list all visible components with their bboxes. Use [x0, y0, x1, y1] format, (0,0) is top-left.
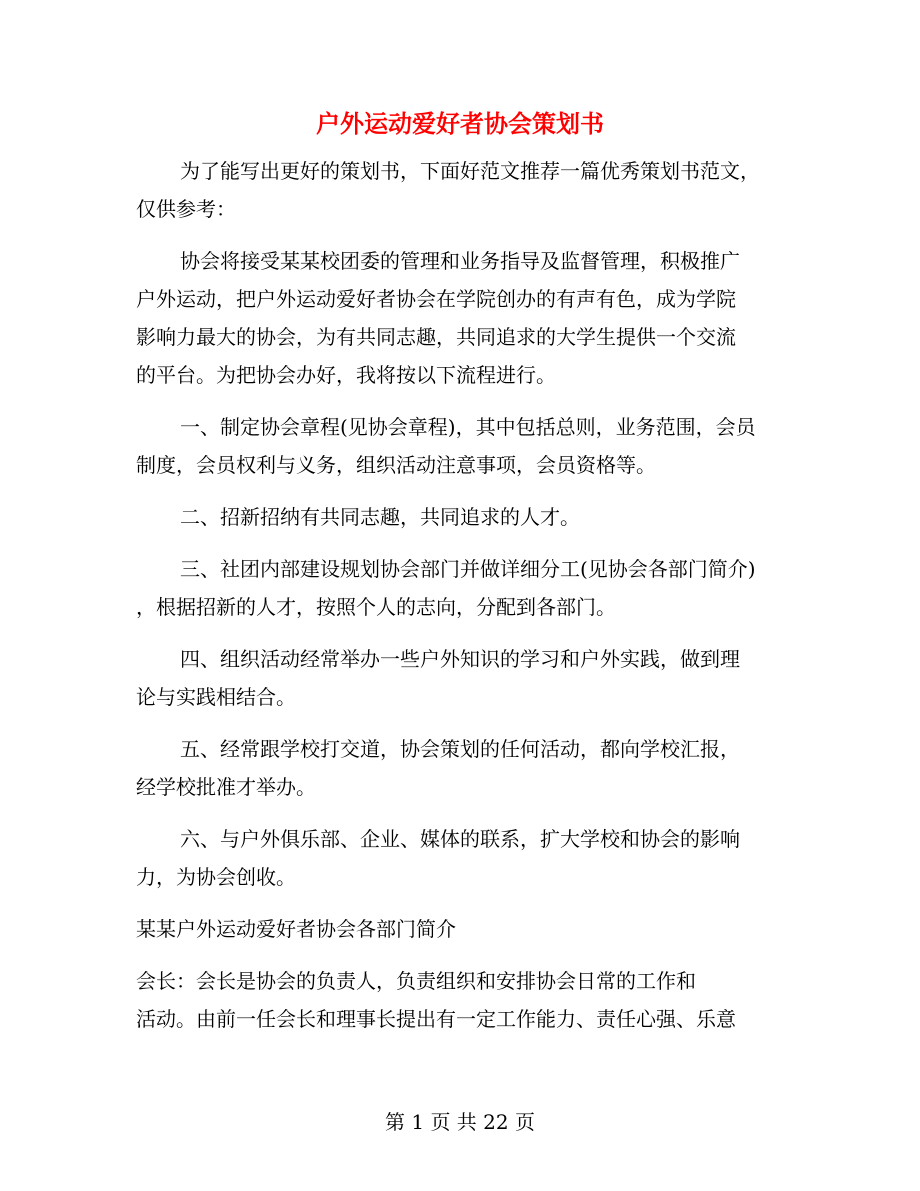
- paragraph-line: 三、社团内部建设规划协会部门并做详细分工(见协会各部门简介): [180, 557, 756, 581]
- document-body: [136, 152, 786, 1052]
- paragraph-president: [136, 962, 786, 1038]
- paragraph-step-5: [136, 730, 786, 806]
- paragraph-line: 协会将接受某某校团委的管理和业务指导及监督管理，积极推广: [180, 249, 740, 273]
- paragraph-line: 六、与户外俱乐部、企业、媒体的联系，扩大学校和协会的影响: [180, 827, 740, 851]
- paragraph-line: 某某户外运动爱好者协会各部门简介: [136, 917, 456, 941]
- paragraph-line: 五、经常跟学校打交道，协会策划的任何活动，都向学校汇报，: [180, 737, 740, 761]
- paragraph-step-6: [136, 820, 786, 896]
- paragraph-intro: [136, 152, 786, 228]
- paragraph-line: 力，为协会创收。: [136, 865, 296, 889]
- paragraph-line: 影响力最大的协会，为有共同志趣，共同追求的大学生提供一个交流: [136, 325, 736, 349]
- paragraph-line: 四、组织活动经常举办一些户外知识的学习和户外实践，做到理: [180, 647, 740, 671]
- paragraph-line: 制度，会员权利与义务，组织活动注意事项，会员资格等。: [136, 453, 656, 477]
- paragraph-step-3: [136, 550, 786, 626]
- paragraph-step-2: [136, 498, 786, 536]
- paragraph-line: 一、制定协会章程(见协会章程)，其中包括总则，业务范围，会员: [180, 415, 756, 439]
- paragraph-step-1: [136, 408, 786, 484]
- paragraph-line: 会长：会长是协会的负责人，负责组织和安排协会日常的工作和: [136, 969, 696, 993]
- paragraph-line: 论与实践相结合。: [136, 685, 296, 709]
- paragraph-step-4: [136, 640, 786, 716]
- paragraph-association-overview: [136, 242, 786, 394]
- paragraph-line: 经学校批准才举办。: [136, 775, 316, 799]
- document-title: 户外运动爱好者协会策划书: [316, 109, 604, 138]
- paragraph-line: 二、招新招纳有共同志趣，共同追求的人才。: [180, 505, 580, 529]
- paragraph-line: 户外运动，把户外运动爱好者协会在学院创办的有声有色，成为学院: [136, 287, 736, 311]
- paragraph-line: 为了能写出更好的策划书，下面好范文推荐一篇优秀策划书范文，: [180, 159, 760, 183]
- paragraph-line: ，根据招新的人才，按照个人的志向，分配到各部门。: [136, 595, 616, 619]
- paragraph-line: 活动。由前一任会长和理事长提出有一定工作能力、责任心强、乐意: [136, 1007, 736, 1031]
- section-heading-departments: [136, 910, 786, 948]
- paragraph-line: 仅供参考：: [136, 197, 236, 221]
- page-number-footer: 第 1 页 共 22 页: [385, 1110, 535, 1134]
- paragraph-line: 的平台。为把协会办好，我将按以下流程进行。: [136, 363, 556, 387]
